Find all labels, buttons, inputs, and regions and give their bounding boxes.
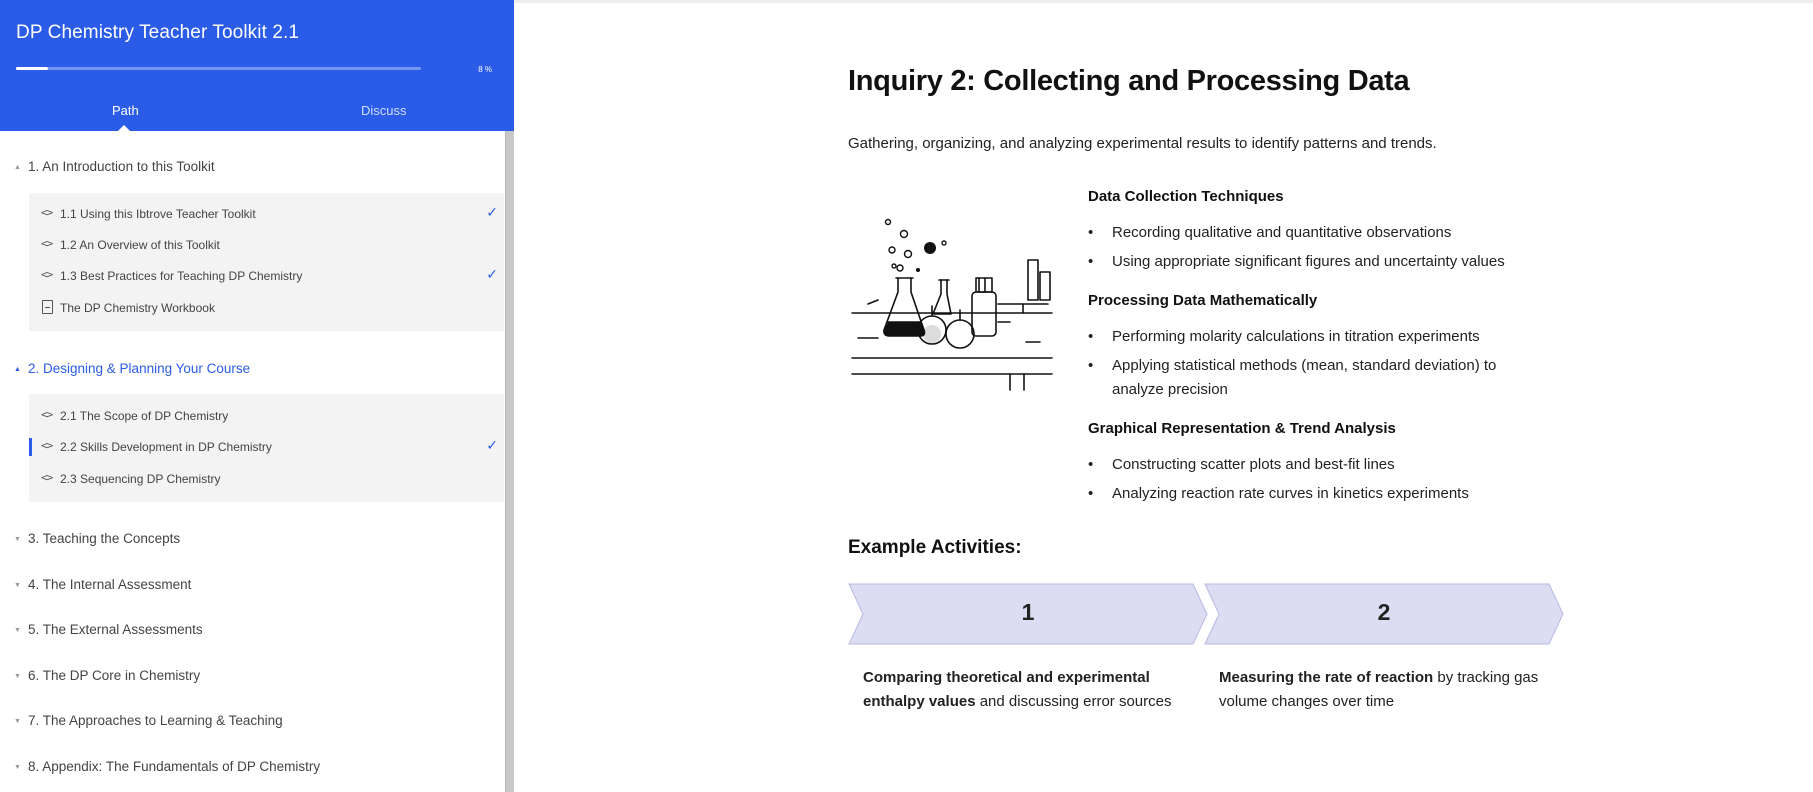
section-label: 2. Designing & Planning Your Course <box>28 361 251 376</box>
code-icon: <> <box>41 408 53 421</box>
course-title: DP Chemistry Teacher Toolkit 2.1 <box>16 22 300 43</box>
lesson-workbook[interactable] <box>29 297 504 321</box>
activity-emphasis: Measuring the rate of reaction <box>1219 669 1434 686</box>
lab-glassware-illustration <box>848 210 1058 395</box>
lesson-2-3[interactable] <box>29 468 504 492</box>
code-icon: <> <box>41 439 53 452</box>
lesson-2-1[interactable] <box>29 405 504 429</box>
bullet-item: • Applying statistical methods (mean, standard deviation) to analyze precision <box>1088 354 1548 402</box>
expand-triangle-icon: ▼ <box>14 535 21 543</box>
section-2[interactable] <box>14 361 250 376</box>
lesson-label: 1.1 Using this Ibtrove Teacher Toolkit <box>60 207 256 221</box>
examples-heading: Example Activities: <box>848 537 1022 558</box>
tab-path[interactable]: Path <box>112 103 139 118</box>
section-2-items <box>29 394 504 502</box>
activity-description-1 <box>863 666 1183 714</box>
page-subtitle: Gathering, organizing, and analyzing experimental results to identify patterns and trends. <box>848 135 1437 152</box>
section-label: 3. Teaching the Concepts <box>28 531 181 546</box>
section-heading: Graphical Representation & Trend Analysis <box>1088 420 1396 437</box>
expand-triangle-icon: ▼ <box>14 717 21 725</box>
section-label: 8. Appendix: The Fundamentals of DP Chemistry <box>28 759 321 774</box>
section-label: 1. An Introduction to this Toolkit <box>28 159 215 174</box>
completed-check-icon: ✓ <box>486 204 498 220</box>
activity-number: 2 <box>1377 599 1391 625</box>
current-lesson-indicator <box>29 438 32 456</box>
section-label: 4. The Internal Assessment <box>28 577 192 592</box>
activity-step-2 <box>1204 583 1564 643</box>
expand-triangle-icon: ▼ <box>14 626 21 634</box>
course-sidebar <box>0 0 514 792</box>
lesson-label: 2.1 The Scope of DP Chemistry <box>60 409 229 423</box>
expand-triangle-icon: ▼ <box>14 763 21 771</box>
section-label: 6. The DP Core in Chemistry <box>28 668 201 683</box>
activity-number: 1 <box>1021 599 1035 625</box>
section-label: 5. The External Assessments <box>28 622 203 637</box>
activity-detail: by tracking gas volume changes over time <box>1219 669 1539 710</box>
course-outline <box>0 131 504 792</box>
code-icon: <> <box>41 471 53 484</box>
expand-triangle-icon: ▼ <box>14 581 21 589</box>
section-1[interactable] <box>14 159 215 174</box>
course-progress-fill <box>16 67 48 70</box>
activity-description-2 <box>1219 666 1549 714</box>
bullet-item: • Constructing scatter plots and best-fit lines <box>1088 453 1558 477</box>
lesson-label: 1.2 An Overview of this Toolkit <box>60 238 220 252</box>
lesson-label: 2.2 Skills Development in DP Chemistry <box>60 440 272 454</box>
activity-step-1 <box>848 583 1208 643</box>
course-progress-bar <box>16 67 421 70</box>
sidebar-header <box>0 0 514 131</box>
top-divider <box>514 0 1813 3</box>
section-heading: Processing Data Mathematically <box>1088 292 1318 309</box>
lesson-label: 2.3 Sequencing DP Chemistry <box>60 472 221 486</box>
bullet-item: • Performing molarity calculations in titration experiments <box>1088 325 1558 349</box>
section-7[interactable] <box>14 713 283 728</box>
page-title: Inquiry 2: Collecting and Processing Data <box>848 65 1410 97</box>
lesson-label: The DP Chemistry Workbook <box>60 301 215 315</box>
completed-check-icon: ✓ <box>486 437 498 453</box>
section-6[interactable] <box>14 668 200 683</box>
section-5[interactable] <box>14 622 203 637</box>
course-progress-label: 8 % <box>478 65 492 74</box>
code-icon: <> <box>41 206 53 219</box>
sidebar-scrollbar[interactable] <box>505 131 514 792</box>
expand-triangle-icon: ▼ <box>14 672 21 680</box>
section-3[interactable] <box>14 531 180 546</box>
lesson-content <box>514 0 1813 792</box>
pdf-icon <box>42 300 53 314</box>
bullet-item: • Recording qualitative and quantitative observations <box>1088 221 1558 245</box>
section-8[interactable] <box>14 759 320 774</box>
bullet-item: • Using appropriate significant figures and uncertainty values <box>1088 250 1558 274</box>
section-heading: Data Collection Techniques <box>1088 188 1284 205</box>
section-4[interactable] <box>14 577 191 592</box>
section-1-items <box>29 193 504 331</box>
activity-emphasis: Comparing theoretical and experimental enthalpy values <box>863 669 1150 710</box>
code-icon: <> <box>41 237 53 250</box>
code-icon: <> <box>41 268 53 281</box>
lesson-2-2[interactable] <box>29 436 504 460</box>
lesson-1-1[interactable] <box>29 203 504 227</box>
bullet-item: • Analyzing reaction rate curves in kinetics experiments <box>1088 482 1558 506</box>
lesson-label: 1.3 Best Practices for Teaching DP Chemistry <box>60 269 303 283</box>
completed-check-icon: ✓ <box>486 266 498 282</box>
activity-detail: and discussing error sources <box>975 693 1172 710</box>
lesson-1-2[interactable] <box>29 234 504 258</box>
tab-discuss[interactable]: Discuss <box>361 103 407 118</box>
lesson-1-3[interactable] <box>29 265 504 289</box>
collapse-triangle-icon: ▲ <box>14 163 21 171</box>
collapse-triangle-icon: ▲ <box>14 365 21 373</box>
section-label: 7. The Approaches to Learning & Teaching <box>28 713 283 728</box>
